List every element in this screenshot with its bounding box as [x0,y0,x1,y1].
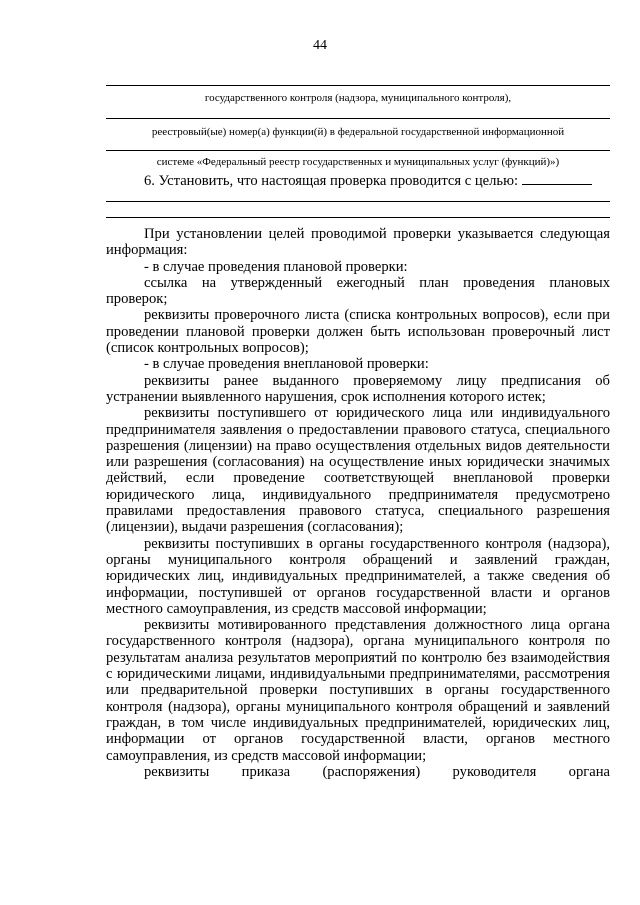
caption-line: системе «Федеральный реестр государственных и муниципальных услуг (функций)») [156,156,560,168]
caption-line: реестровый(ые) номер(а) функции(й) в федеральной государственной информационной [151,126,565,138]
fill-line [106,118,610,119]
item-6-text: 6. Установить, что настоящая проверка проводится с целью: [144,173,519,189]
paragraph: реквизиты мотивированного представления должностного лица органа государственного контроля (надзора), органа муниципального контроля по результатам анализа результатов мероприятий по контролю без взаимодействия с юридическими лицами, индивидуальными предпринимателями, рассмотрения или предварительной проверки поступивших в органы государственного контроля (надзора), органы муниципального контроля обращений и заявлений граждан, в том числе индивидуальных предпринимателей, юридических лиц, информации от органов государственной власти, органов местного самоуправления, из средств массовой информации; [106,617,610,764]
page-number: 44 [313,38,327,53]
caption-line: государственного контроля (надзора, муниципального контроля), [204,92,512,104]
paragraph: - в случае проведения внеплановой проверки: [144,356,429,373]
paragraph: реквизиты поступившего от юридического лица или индивидуального предпринимателя заявления о предоставлении правового статуса, специального разрешения (лицензии) на право осуществления отдельных видов деятельности или разрешения (согласования) на осуществление иных юридически значимых действий, если проведение соответствующей внеплановой проверки юридического лица, индивидуального предпринимателя предусмотрено правилами предоставления правового статуса, специального разрешения (лицензии), выдачи разрешения (согласования); [106,405,610,536]
fill-line [522,172,592,185]
document-body [106,226,610,780]
paragraph: реквизиты проверочного листа (списка контрольных вопросов), если при проведении плановой проверки должен быть использован проверочный лист (список контрольных вопросов); [106,307,610,357]
paragraph: реквизиты приказа (распоряжения) руководителя органа [144,763,610,780]
paragraph: При установлении целей проводимой проверки указывается следующая информация: [106,226,610,259]
fill-line [106,217,610,218]
fill-line [106,85,610,86]
fill-line [106,201,610,202]
item-6 [106,172,610,189]
paragraph: ссылка на утвержденный ежегодный план проведения плановых проверок; [106,274,610,308]
paragraph: реквизиты ранее выданного проверяемому лицу предписания об устранении выявленного нарушения, срок исполнения которого истек; [106,372,610,405]
paragraph: реквизиты поступивших в органы государственного контроля (надзора), органы муниципального контроля обращений и заявлений граждан, юридических лиц, индивидуальных предпринимателей, а также сведения об информации, поступившей от органов государственной власти и органов местного самоуправления, из средств массовой информации; [106,535,610,617]
paragraph: - в случае проведения плановой проверки: [144,258,408,275]
fill-line [106,150,610,151]
